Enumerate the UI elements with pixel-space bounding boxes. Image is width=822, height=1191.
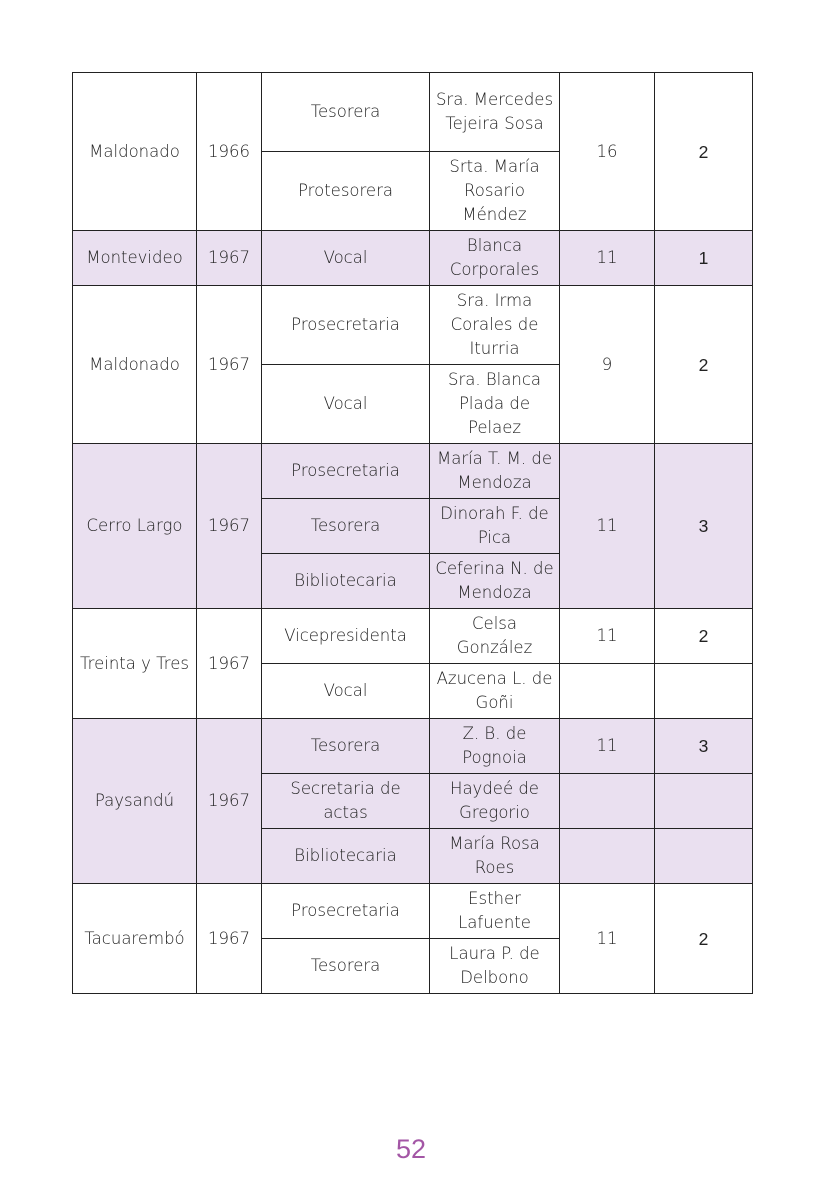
name-cell: Laura P. de Delbono bbox=[430, 939, 560, 994]
col6-cell: 2 bbox=[655, 609, 753, 664]
col6-cell: 2 bbox=[655, 73, 753, 231]
name-cell: Dinorah F. de Pica bbox=[430, 499, 560, 554]
col6-cell: 1 bbox=[655, 231, 753, 286]
role-cell: Protesorera bbox=[262, 152, 430, 231]
col5-cell: 11 bbox=[560, 231, 655, 286]
col6-cell bbox=[655, 774, 753, 829]
year-cell: 1967 bbox=[197, 719, 262, 884]
role-cell: Tesorera bbox=[262, 939, 430, 994]
role-cell: Vocal bbox=[262, 365, 430, 444]
role-cell: Tesorera bbox=[262, 499, 430, 554]
col5-cell: 11 bbox=[560, 609, 655, 664]
name-cell: Z. B. de Pognoia bbox=[430, 719, 560, 774]
name-cell: Sra. Irma Corales de Iturria bbox=[430, 286, 560, 365]
year-cell: 1967 bbox=[197, 286, 262, 444]
table-row bbox=[73, 286, 753, 365]
role-cell: Bibliotecaria bbox=[262, 554, 430, 609]
role-cell: Prosecretaria bbox=[262, 884, 430, 939]
officers-table-body bbox=[73, 73, 753, 994]
page-number: 52 bbox=[395, 1134, 427, 1164]
name-cell: Sra. Mercedes Tejeira Sosa bbox=[430, 73, 560, 152]
name-cell: Esther Lafuente bbox=[430, 884, 560, 939]
col6-cell: 2 bbox=[655, 286, 753, 444]
year-cell: 1967 bbox=[197, 609, 262, 719]
department-cell: Treinta y Tres bbox=[73, 609, 197, 719]
col6-cell: 2 bbox=[655, 884, 753, 994]
year-cell: 1967 bbox=[197, 231, 262, 286]
col5-cell: 11 bbox=[560, 719, 655, 774]
col5-cell bbox=[560, 774, 655, 829]
year-cell: 1966 bbox=[197, 73, 262, 231]
table-row bbox=[73, 231, 753, 286]
name-cell: Haydeé de Gregorio bbox=[430, 774, 560, 829]
name-cell: Blanca Corporales bbox=[430, 231, 560, 286]
department-cell: Maldonado bbox=[73, 286, 197, 444]
name-cell: Celsa González bbox=[430, 609, 560, 664]
name-cell: Sra. Blanca Plada de Pelaez bbox=[430, 365, 560, 444]
col6-cell bbox=[655, 829, 753, 884]
col5-cell: 9 bbox=[560, 286, 655, 444]
name-cell: Azucena L. de Goñi bbox=[430, 664, 560, 719]
col5-cell bbox=[560, 829, 655, 884]
department-cell: Paysandú bbox=[73, 719, 197, 884]
role-cell: Vocal bbox=[262, 664, 430, 719]
name-cell: Ceferina N. de Mendoza bbox=[430, 554, 560, 609]
department-cell: Maldonado bbox=[73, 73, 197, 231]
col5-cell: 11 bbox=[560, 444, 655, 609]
year-cell: 1967 bbox=[197, 884, 262, 994]
name-cell: Srta. María Rosario Méndez bbox=[430, 152, 560, 231]
role-cell: Bibliotecaria bbox=[262, 829, 430, 884]
col5-cell: 11 bbox=[560, 884, 655, 994]
col5-cell bbox=[560, 664, 655, 719]
table-row bbox=[73, 884, 753, 939]
table-row bbox=[73, 73, 753, 152]
name-cell: María Rosa Roes bbox=[430, 829, 560, 884]
role-cell: Vocal bbox=[262, 231, 430, 286]
role-cell: Tesorera bbox=[262, 73, 430, 152]
col6-cell: 3 bbox=[655, 444, 753, 609]
year-cell: 1967 bbox=[197, 444, 262, 609]
department-cell: Montevideo bbox=[73, 231, 197, 286]
table-row bbox=[73, 719, 753, 774]
department-cell: Cerro Largo bbox=[73, 444, 197, 609]
officers-table bbox=[72, 72, 753, 994]
role-cell: Tesorera bbox=[262, 719, 430, 774]
role-cell: Secretaria de actas bbox=[262, 774, 430, 829]
role-cell: Vicepresidenta bbox=[262, 609, 430, 664]
table-row bbox=[73, 609, 753, 664]
table-row bbox=[73, 444, 753, 499]
col6-cell bbox=[655, 664, 753, 719]
col6-cell: 3 bbox=[655, 719, 753, 774]
name-cell: María T. M. de Mendoza bbox=[430, 444, 560, 499]
role-cell: Prosecretaria bbox=[262, 286, 430, 365]
col5-cell: 16 bbox=[560, 73, 655, 231]
role-cell: Prosecretaria bbox=[262, 444, 430, 499]
department-cell: Tacuarembó bbox=[73, 884, 197, 994]
